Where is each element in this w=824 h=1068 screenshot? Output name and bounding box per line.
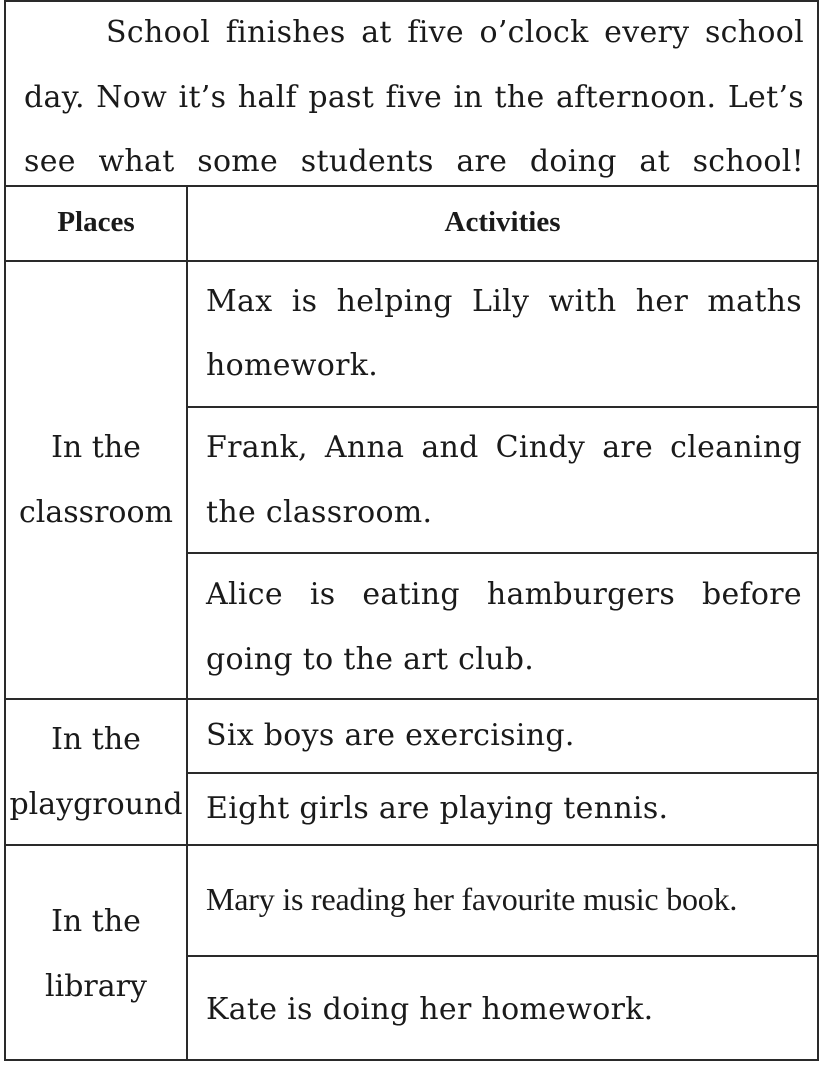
place-playground-line-2: playground bbox=[9, 787, 183, 822]
place-playground-line-1: In the bbox=[51, 722, 141, 757]
activity-text: Eight girls are playing tennis. bbox=[206, 791, 669, 826]
place-library-line-1: In the bbox=[51, 904, 141, 939]
place-classroom-line-2: classroom bbox=[19, 495, 173, 530]
activity-text: Alice is eating hamburgers before bbox=[206, 577, 802, 612]
activity-text: Kate is doing her homework. bbox=[206, 992, 654, 1027]
intro-line-2: day. Now it’s half past five in the afternoon. Let’s bbox=[24, 80, 804, 115]
activity-text: Max is helping Lily with her maths bbox=[206, 284, 802, 319]
activity-text: Six boys are exercising. bbox=[206, 718, 575, 753]
header-divider bbox=[6, 260, 817, 262]
group-divider bbox=[6, 698, 817, 700]
places-header: Places bbox=[57, 206, 135, 238]
place-classroom-line-1: In the bbox=[51, 430, 141, 465]
activity-text: Frank, Anna and Cindy are cleaning bbox=[206, 430, 802, 465]
reading-passage-document bbox=[4, 0, 819, 1061]
row-divider bbox=[186, 406, 817, 408]
place-library-line-2: library bbox=[45, 969, 147, 1004]
activity-text: homework. bbox=[206, 348, 379, 383]
activity-text: Mary is reading her favourite music book. bbox=[206, 881, 738, 917]
activity-text: the classroom. bbox=[206, 495, 433, 530]
activity-text: going to the art club. bbox=[206, 642, 535, 677]
intro-line-1: School finishes at five o’clock every school bbox=[106, 15, 804, 50]
intro-paragraph bbox=[6, 2, 817, 187]
activities-header: Activities bbox=[444, 206, 561, 238]
column-divider bbox=[186, 185, 188, 1061]
group-divider bbox=[6, 844, 817, 846]
intro-line-3: see what some students are doing at school! bbox=[24, 144, 804, 179]
row-divider bbox=[186, 955, 817, 957]
row-divider bbox=[186, 772, 817, 774]
row-divider bbox=[186, 552, 817, 554]
